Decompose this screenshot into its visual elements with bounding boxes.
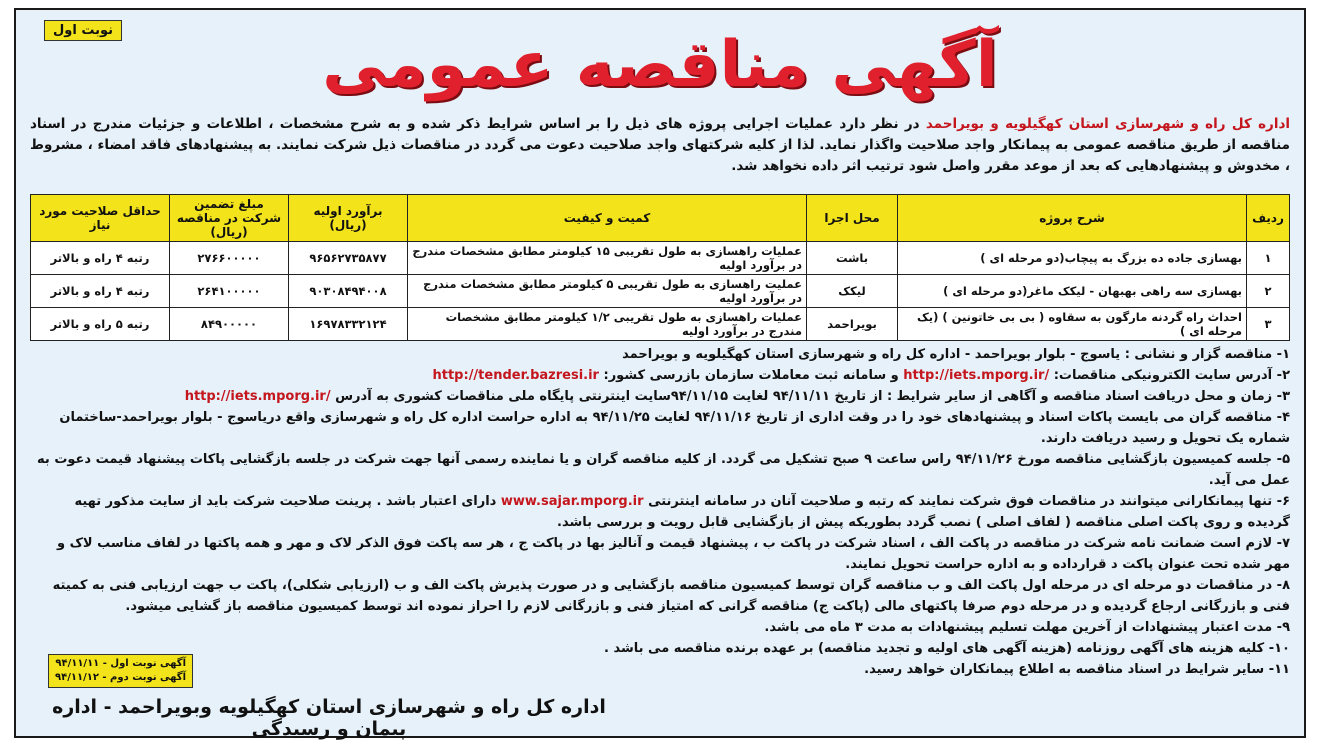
cell-estimate: ۹۶۵۶۲۷۳۵۸۷۷ bbox=[289, 242, 408, 275]
list-item: ۹- مدت اعتبار پیشنهادات از آخرین مهلت تسلیم پیشنهادات به مدت ۳ ماه می باشد. bbox=[764, 620, 1290, 635]
cell-location: لیکک bbox=[807, 275, 898, 308]
round-badge: نوبت اول bbox=[44, 20, 122, 41]
notice-title: آگهی مناقصه عمومی bbox=[322, 28, 998, 102]
list-item: ۳- زمان و محل دریافت اسناد مناقصه و آگاهی از سایر شرایط : از تاریخ ۹۴/۱۱/۱۱ لغایت ۹۴/۱۱/۱۵سایت اینترنتی پایگاه ملی مناقصات کشوری به آدرس http://iets.mporg.ir/ bbox=[184, 389, 1290, 404]
col-quantity: کمیت و کیفیت bbox=[408, 195, 807, 242]
cell-quantity: عملیات راهسازی به طول تقریبی ۱۵ کیلومتر مطابق مشخصات مندرج در برآورد اولیه bbox=[408, 242, 807, 275]
list-item: ۸- در مناقصات دو مرحله ای در مرحله اول پاکت الف و ب مناقصه گران توسط کمیسیون مناقصه بازگشایی و در صورت پذیرش پاکت الف و ب (ارزیابی شکلی)، پاکت ب جهت ارزیابی فنی به کمیته فنی و بازرگانی ارجاع گردیده و در مرحله دوم صرفا پاکتهای مالی (پاکت ج) مناقصه گرانی که امتیاز فنی و بازرگانی لازم را احراز نموده اند توسط کمیسیون مناقصه باز گشایی میشود. bbox=[52, 578, 1290, 614]
cell-project: احداث راه گردنه مارگون به سقاوه ( بی بی خاتونین ) (یک مرحله ای ) bbox=[898, 308, 1247, 341]
intro-text: در نظر دارد عملیات اجرایی پروژه های ذیل را بر اساس شرایط ذکر شده و به شرح مشخصات ، اطلاعات و جزئیات مندرج در اسناد مناقصه از طریق مناقصه عمومی به پیمانکار واجد صلاحیت واگذار نماید. لذا از کلیه شرکتهای واجد صلاحیت دعوت می گردد در مناقصات ذیل شرکت نمایند. به پیشنهادهای فاقد امضاء ، مشروط ، مخدوش و پیشنهادهایی که بعد از موعد مقرر واصل شود ترتیب اثر داده نخواهد شد. bbox=[30, 116, 1290, 174]
bazresi-link[interactable]: http://tender.bazresi.ir bbox=[432, 368, 599, 383]
cell-quantity: عملیت راهسازی به طول تقریبی ۵ کیلومتر مطابق مشخصات مندرج در برآورد اولیه bbox=[408, 275, 807, 308]
cell-project: بهسازی سه راهی بهبهان - لیکک ماغر(دو مرحله ای ) bbox=[898, 275, 1247, 308]
col-row: ردیف bbox=[1247, 195, 1290, 242]
list-item: ۲- آدرس سایت الکترونیکی مناقصات: http://iets.mporg.ir/ و سامانه ثبت معاملات سازمان بازرسی کشور: http://tender.bazresi.ir bbox=[432, 368, 1290, 383]
list-item: ۴- مناقصه گران می بایست پاکات اسناد و پیشنهادهای خود را در وقت اداری از تاریخ ۹۴/۱۱/۱۶ لغایت ۹۴/۱۱/۲۵ به اداره حراست اداره کل راه و شهرسازی واقع دریاسوج - بلوار بویراحمد-ساختمان شماره یک تحویل و رسید دریافت دارند. bbox=[59, 410, 1290, 446]
list-item: ۵- جلسه کمیسیون بازگشایی مناقصه مورخ ۹۴/۱۱/۲۶ راس ساعت ۹ صبح تشکیل می گردد. از کلیه مناقصه گران و یا نماینده رسمی آنها جهت شرکت در جلسه بازگشایی پاکات پیشنهاد قیمت دعوت به عمل می آید. bbox=[37, 452, 1290, 488]
table-row bbox=[31, 275, 1290, 308]
list-item: ۱- مناقصه گزار و نشانی : یاسوج - بلوار بویراحمد - اداره کل راه و شهرسازی استان کهگیلویه و بویراحمد bbox=[622, 347, 1290, 362]
list-item: ۱۱- سایر شرایط در اسناد مناقصه به اطلاع پیمانکاران خواهد رسید. bbox=[864, 662, 1290, 677]
col-project: شرح پروژه bbox=[898, 195, 1247, 242]
publication-dates bbox=[48, 654, 193, 688]
table-row bbox=[31, 242, 1290, 275]
cell-location: بویراحمد bbox=[807, 308, 898, 341]
second-publication-date: آگهی نوبت دوم - ۹۴/۱۱/۱۲ bbox=[55, 672, 187, 683]
sajar-link[interactable]: www.sajar.mporg.ir bbox=[500, 494, 644, 509]
cell-quantity: عملیات راهسازی به طول تقریبی ۱/۲ کیلومتر مطابق مشخصات مندرج در برآورد اولیه bbox=[408, 308, 807, 341]
iets-link[interactable]: http://iets.mporg.ir/ bbox=[903, 368, 1050, 383]
col-qualification: حداقل صلاحیت مورد نیاز bbox=[31, 195, 170, 242]
cell-guarantee: ۸۴۹۰۰۰۰۰ bbox=[170, 308, 289, 341]
col-location: محل اجرا bbox=[807, 195, 898, 242]
cell-project: بهسازی جاده ده بزرگ به پیچاب(دو مرحله ای ) bbox=[898, 242, 1247, 275]
table-row bbox=[31, 308, 1290, 341]
col-guarantee: مبلغ تضمین شرکت در مناقصه (ریال) bbox=[170, 195, 289, 242]
conditions-list bbox=[30, 344, 1290, 680]
cell-estimate: ۱۶۹۷۸۳۳۲۱۲۴ bbox=[289, 308, 408, 341]
cell-qualification: رتبه ۵ راه و بالاتر bbox=[31, 308, 170, 341]
cell-qualification: رتبه ۴ راه و بالاتر bbox=[31, 242, 170, 275]
projects-table bbox=[30, 194, 1290, 341]
cell-guarantee: ۲۶۴۱۰۰۰۰۰ bbox=[170, 275, 289, 308]
cell-estimate: ۹۰۳۰۸۴۹۴۰۰۸ bbox=[289, 275, 408, 308]
table-header-row bbox=[31, 195, 1290, 242]
footer-signature: اداره کل راه و شهرسازی استان کهگیلویه وبویراحمد - اداره پیمان و رسیدگی bbox=[52, 696, 606, 740]
intro-org: اداره کل راه و شهرسازی استان کهگیلویه و بویراحمد bbox=[925, 116, 1290, 132]
list-item: ۷- لازم است ضمانت نامه شرکت در مناقصه در پاکت الف ، اسناد شرکت در پاکت ب ، پیشنهاد قیمت و آنالیز بها در پاکت ج ، هر سه پاکت فوق الذکر لاک و مهر و همه پاکتها در لفاف مناسب لاک و مهر شده تحت عنوان پاکت د قرارداده و به اداره حراست تحویل نمایند. bbox=[57, 536, 1290, 572]
list-item: ۶- تنها پیمانکارانی میتوانند در مناقصات فوق شرکت نمایند که رتبه و صلاحیت آنان در سامانه اینترنتی www.sajar.mporg.ir دارای اعتبار باشد . پرینت صلاحیت شرکت باید از سایت مذکور تهیه گردیده و روی پاکت اصلی مناقصه ( لفاف اصلی ) نصب گردد بطوریکه پیش از بازگشایی قابل رویت و بررسی باشد. bbox=[74, 494, 1290, 530]
iets-link[interactable]: http://iets.mporg.ir/ bbox=[184, 389, 331, 404]
cell-row: ۱ bbox=[1247, 242, 1290, 275]
cell-location: باشت bbox=[807, 242, 898, 275]
intro-paragraph bbox=[30, 114, 1290, 177]
cell-row: ۳ bbox=[1247, 308, 1290, 341]
cell-qualification: رتبه ۴ راه و بالاتر bbox=[31, 275, 170, 308]
col-estimate: برآورد اولیه (ریال) bbox=[289, 195, 408, 242]
cell-guarantee: ۲۷۶۶۰۰۰۰۰ bbox=[170, 242, 289, 275]
tender-notice bbox=[14, 8, 1306, 738]
list-item: ۱۰- کلیه هزینه های آگهی روزنامه (هزینه آگهی های اولیه و تجدید مناقصه) بر عهده برنده مناقصه می باشد . bbox=[604, 641, 1290, 656]
cell-row: ۲ bbox=[1247, 275, 1290, 308]
first-publication-date: آگهی نوبت اول - ۹۴/۱۱/۱۱ bbox=[55, 658, 187, 669]
